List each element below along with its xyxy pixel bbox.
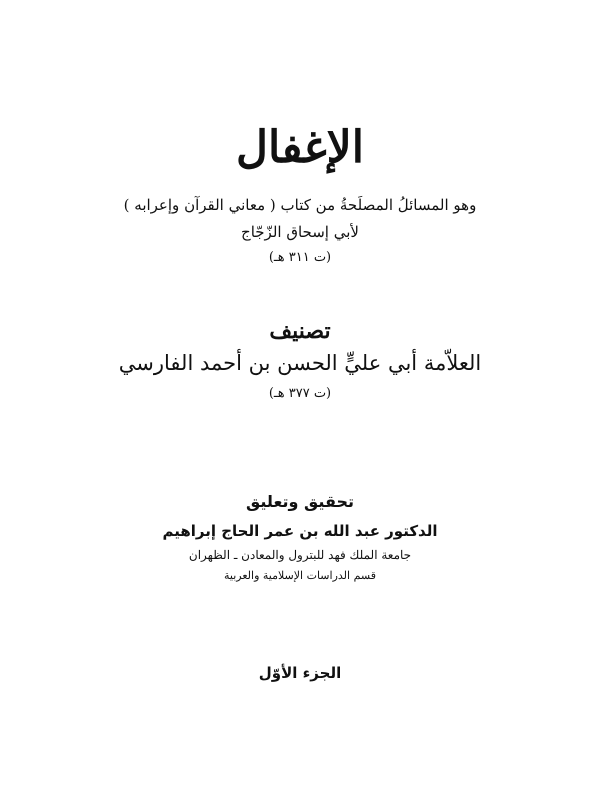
author-death-date: (ت ٣٧٧ هـ) bbox=[268, 386, 332, 401]
composition-label: تصنيف bbox=[269, 318, 331, 344]
original-author-death-date: (ت ٣١١ هـ) bbox=[268, 250, 332, 265]
book-subtitle: وهو المسائلُ المصلَحةُ من كتاب ( معاني القرآن وإعرابه ) bbox=[123, 196, 477, 214]
author-name: العلاّمة أبي عليٍّ الحسن بن أحمد الفارسي bbox=[118, 351, 482, 375]
subtitle-original-author: لأبي إسحاق الزّجّاج bbox=[241, 223, 359, 241]
editor-department: قسم الدراسات الإسلامية والعربية bbox=[224, 569, 376, 582]
volume-label: الجزء الأوّل bbox=[258, 664, 342, 682]
book-title: الإغفال bbox=[236, 122, 364, 173]
editor-name: الدكتور عبد الله بن عمر الحاج إبراهيم bbox=[162, 522, 438, 540]
editing-label: تحقيق وتعليق bbox=[245, 492, 355, 511]
editor-university: جامعة الملك فهد للبترول والمعادن ـ الظهران bbox=[188, 548, 412, 562]
